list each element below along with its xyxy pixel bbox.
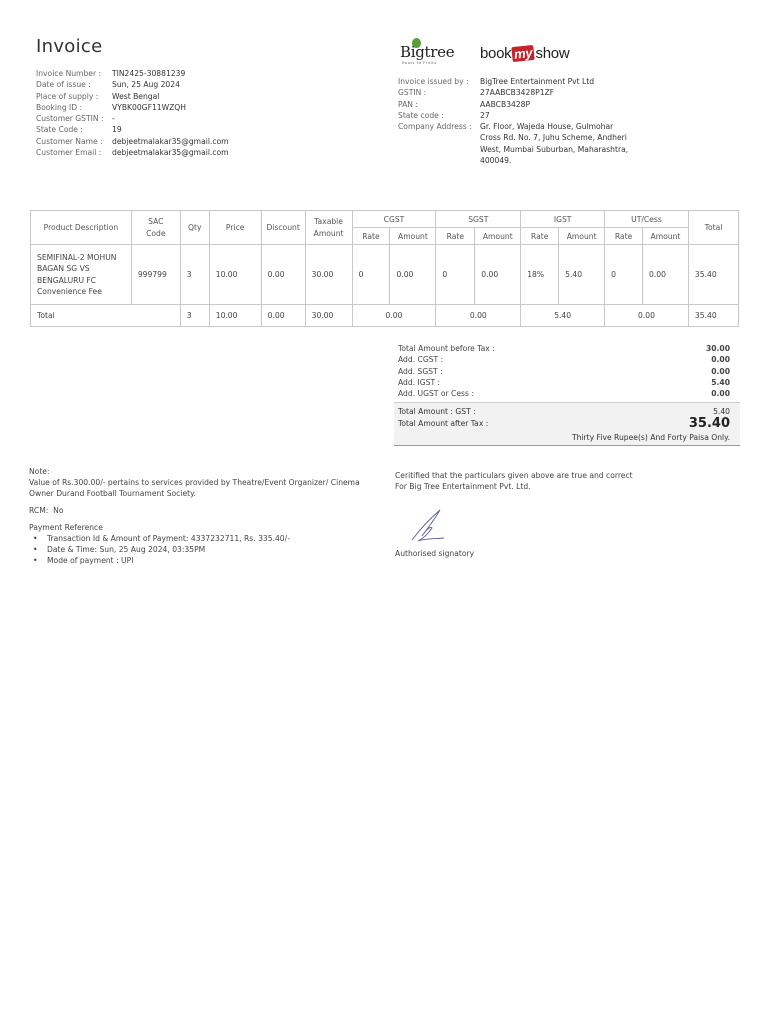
tax-summary	[394, 343, 740, 446]
bullet-icon: •	[33, 545, 38, 554]
table-total-row	[31, 305, 739, 327]
payment-reference-list	[33, 533, 379, 566]
column-header-igst-amount: Amount	[559, 228, 605, 245]
field-label: Company Address :	[398, 122, 472, 132]
item-description-line: BAGAN SG VS	[37, 264, 90, 273]
item-cgst-amount: 0.00	[390, 245, 436, 305]
issuer-state-code-value: 27	[480, 110, 490, 120]
payment-item-text: Mode of payment : UPI	[47, 556, 134, 565]
certification-line: Ceritified that the particulars given above are true and correct	[395, 471, 633, 480]
taxable-header-text: Taxable Amount	[313, 217, 344, 238]
total-row-taxable: 30.00	[305, 305, 352, 327]
certification	[395, 470, 725, 492]
total-row-label: Total	[31, 305, 181, 327]
summary-label: Total Amount before Tax :	[398, 344, 495, 353]
item-qty: 3	[180, 245, 209, 305]
issued-by-value: BigTree Entertainment Pvt Ltd	[480, 77, 595, 86]
customer-email-row	[36, 147, 229, 158]
signature-image	[408, 508, 448, 544]
customer-name-value: debjeetmalakar35@gmail.com	[112, 136, 229, 146]
customer-email-value: debjeetmalakar35@gmail.com	[112, 148, 229, 158]
company-address-row	[398, 121, 630, 166]
column-header-sgst-amount: Amount	[475, 228, 521, 245]
customer-details	[36, 68, 229, 158]
gstin-value: 27AABCB3428P1ZF	[480, 88, 555, 98]
item-discount: 0.00	[261, 245, 305, 305]
field-label: PAN :	[398, 99, 418, 109]
summary-value: 5.40	[711, 377, 730, 387]
gstin-row	[398, 87, 630, 98]
bms-logo-prefix: book	[480, 44, 512, 62]
summary-value: 0.00	[711, 366, 730, 376]
rcm-value: No	[53, 506, 64, 515]
gst-total-value: 5.40	[713, 407, 730, 417]
item-taxable: 30.00	[305, 245, 352, 305]
total-row-discount: 0.00	[261, 305, 305, 327]
item-sac: 999799	[131, 245, 180, 305]
column-header-taxable	[305, 211, 352, 245]
pan-row	[398, 99, 630, 110]
grand-total-box	[394, 402, 740, 446]
summary-value: 0.00	[711, 355, 730, 365]
booking-id-value: VYBK00GF11WZQH	[112, 102, 186, 112]
summary-label: Add. CGST :	[398, 355, 444, 365]
column-header-sgst-rate: Rate	[436, 228, 475, 245]
summary-line	[394, 354, 740, 365]
payment-item-text: Transaction Id & Amount of Payment: 4337232711, Rs. 335.40/-	[47, 534, 290, 543]
field-label: Invoice issued by :	[398, 77, 469, 86]
customer-name-row	[36, 136, 229, 147]
place-of-supply-value: West Bengal	[112, 91, 160, 101]
state-code-row	[398, 110, 630, 121]
total-row-igst: 5.40	[521, 305, 605, 327]
note-text: Value of Rs.300.00/- pertains to services provided by Theatre/Event Organizer/ Cinema Owner Durand Football Tournament Society.	[29, 478, 360, 498]
column-header-sgst: SGST	[436, 211, 521, 228]
invoice-items-table	[30, 210, 739, 327]
issued-by-row	[398, 76, 630, 87]
column-header-utcess: UT/Cess	[605, 211, 689, 228]
state-code-row	[36, 124, 229, 135]
notes-section	[29, 466, 379, 566]
issuer-details	[398, 76, 630, 166]
rcm-line	[29, 505, 379, 516]
field-label: State code :	[398, 110, 444, 120]
customer-gstin-row	[36, 113, 229, 124]
item-total: 35.40	[688, 245, 738, 305]
summary-label: Add. IGST :	[398, 377, 441, 387]
total-row-sgst: 0.00	[436, 305, 521, 327]
total-row-qty: 3	[180, 305, 209, 327]
field-label: Date of issue :	[36, 80, 91, 90]
bullet-icon: •	[33, 556, 38, 565]
summary-value: 30.00	[705, 344, 730, 353]
item-igst-amount: 5.40	[559, 245, 605, 305]
pan-value: AABCB3428P	[480, 99, 531, 109]
gst-total-label: Total Amount : GST :	[398, 407, 476, 417]
item-cess-amount: 0.00	[643, 245, 689, 305]
item-description-line: SEMIFINAL-2 MOHUN	[37, 252, 117, 262]
amount-in-words: Thirty Five Rupee(s) And Forty Paisa Only.	[571, 433, 730, 443]
column-header-discount: Discount	[261, 211, 305, 245]
column-header-cgst: CGST	[352, 211, 436, 228]
item-description	[31, 245, 132, 305]
item-description-line: Convenience Fee	[37, 287, 102, 296]
total-row-cgst: 0.00	[352, 305, 436, 327]
authorised-signatory-label: Authorised signatory	[395, 549, 475, 558]
summary-label: Add. UGST or Cess :	[398, 389, 474, 399]
field-label: Customer GSTIN :	[36, 114, 104, 124]
column-header-cgst-rate: Rate	[352, 228, 390, 245]
field-label: Customer Email :	[36, 148, 102, 158]
item-price: 10.00	[209, 245, 261, 305]
rcm-label: RCM:	[29, 506, 49, 515]
bigtree-tagline: Roots to Fruits	[402, 61, 437, 65]
bookmyshow-logo	[480, 42, 569, 64]
column-header-description: Product Description	[31, 211, 132, 245]
bullet-icon: •	[33, 534, 38, 543]
sac-header-text: SAC Code	[146, 217, 166, 238]
field-label: GSTIN :	[398, 88, 427, 98]
field-label: Place of supply :	[36, 91, 99, 101]
item-cess-rate: 0	[605, 245, 643, 305]
item-igst-rate: 18%	[521, 245, 559, 305]
summary-label: Add. SGST :	[398, 366, 443, 376]
certification-company: For Big Tree Entertainment Pvt. Ltd.	[395, 482, 531, 491]
invoice-title: Invoice	[36, 36, 103, 57]
item-cgst-rate: 0	[352, 245, 390, 305]
state-code-value: 19	[112, 125, 122, 135]
field-label: Customer Name :	[36, 136, 103, 146]
item-sgst-amount: 0.00	[475, 245, 521, 305]
bms-logo-my: my	[513, 44, 534, 62]
summary-value: 0.00	[711, 389, 730, 399]
after-tax-value: 35.40	[688, 415, 730, 431]
company-address-value: Gr. Floor, Wajeda House, Gulmohar Cross Rd. No. 7, Juhu Scheme, Andheri West, Mumbai Suburban, Maharashtra, 400049.	[480, 122, 629, 166]
booking-id-row	[36, 102, 229, 113]
column-header-cgst-amount: Amount	[390, 228, 436, 245]
payment-item-text: Date & Time: Sun, 25 Aug 2024, 03:35PM	[47, 545, 206, 554]
note-label: Note:	[29, 467, 50, 476]
summary-line	[394, 366, 740, 377]
summary-line	[394, 343, 740, 354]
customer-gstin-value: -	[112, 114, 115, 124]
column-header-total: Total	[688, 211, 738, 245]
summary-line	[394, 388, 740, 399]
column-header-qty: Qty	[180, 211, 209, 245]
item-description-line: BENGALURU FC	[37, 275, 97, 285]
after-tax-label: Total Amount after Tax :	[398, 418, 489, 428]
table-row	[31, 245, 739, 305]
bms-logo-suffix: show	[535, 44, 570, 62]
place-of-supply-row	[36, 91, 229, 102]
summary-line	[394, 377, 740, 388]
column-header-price: Price	[209, 211, 261, 245]
field-label: State Code :	[36, 125, 83, 135]
column-header-cess-amount: Amount	[643, 228, 689, 245]
total-row-price: 10.00	[209, 305, 261, 327]
field-label: Booking ID :	[36, 102, 83, 112]
date-of-issue-value: Sun, 25 Aug 2024	[112, 80, 180, 90]
bigtree-logo	[400, 38, 462, 68]
date-of-issue-row	[36, 79, 229, 90]
column-header-igst: IGST	[521, 211, 605, 228]
column-header-sac	[131, 211, 180, 245]
item-sgst-rate: 0	[436, 245, 475, 305]
invoice-number-row	[36, 68, 229, 79]
column-header-cess-rate: Rate	[605, 228, 643, 245]
payment-reference-title: Payment Reference	[29, 523, 103, 532]
bigtree-logo-text: Bigtree	[400, 43, 455, 61]
total-row-total: 35.40	[688, 305, 738, 327]
field-label: Invoice Number :	[36, 69, 102, 78]
invoice-number-value: TIN2425-30881239	[112, 69, 186, 78]
list-item	[33, 544, 379, 555]
column-header-igst-rate: Rate	[521, 228, 559, 245]
after-tax-line	[394, 415, 740, 431]
list-item	[33, 533, 379, 544]
list-item	[33, 555, 379, 566]
total-row-cess: 0.00	[605, 305, 689, 327]
